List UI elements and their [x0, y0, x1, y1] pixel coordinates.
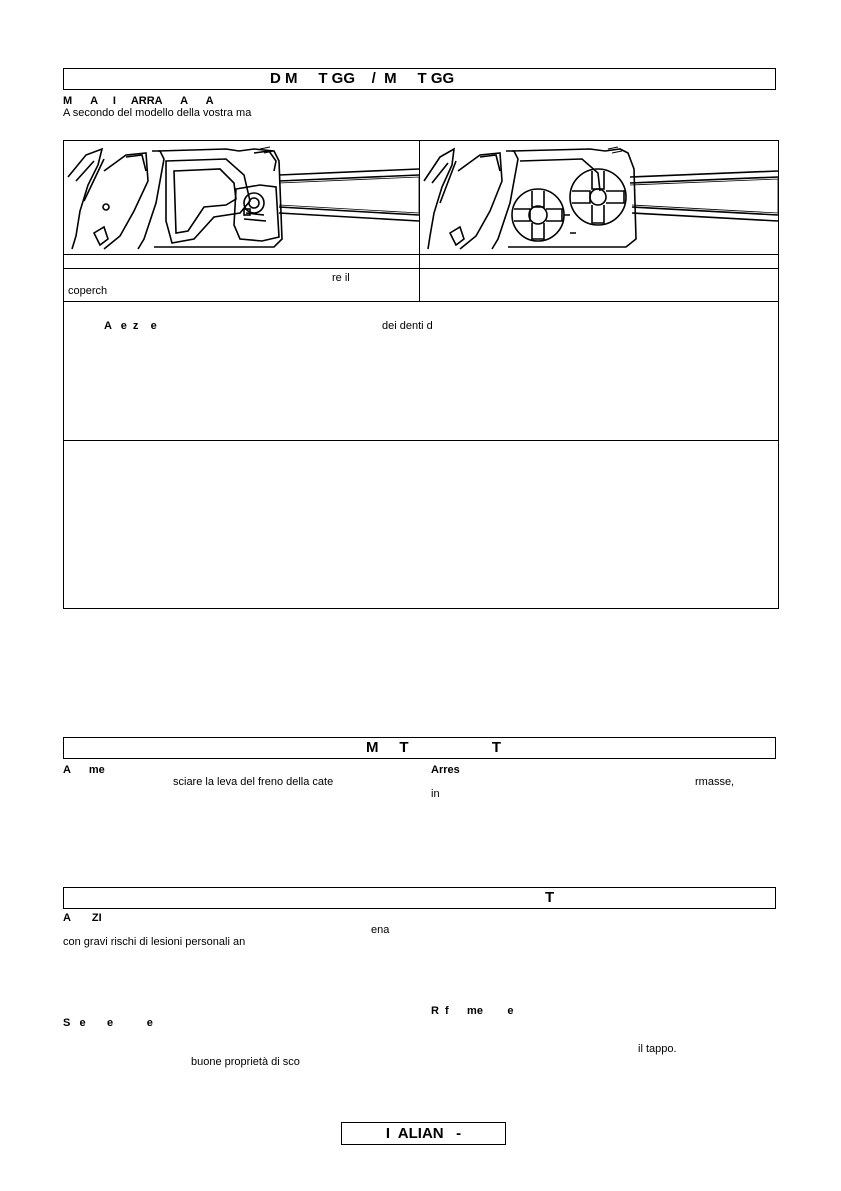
oil-selection-text: buone proprietà di sco	[191, 1056, 300, 1068]
chain-brake-left-text: sciare la leva del freno della cate	[173, 776, 334, 788]
page-footer-language: I ALIAN -	[341, 1122, 506, 1145]
section-subtitle-1: M A I ARRA A A	[63, 95, 214, 107]
figure-divider-2	[63, 268, 779, 269]
oil-selection-heading: S e e e	[63, 1017, 153, 1029]
chainsaw-cover-nut-illustration	[64, 141, 419, 254]
section-title-3: T	[545, 889, 555, 906]
section-header-3	[63, 887, 776, 909]
figure-divider-1	[63, 254, 779, 255]
section-header-2	[63, 737, 776, 759]
attention-note-label: A e z e	[104, 320, 157, 332]
attention-note-text: dei denti d	[382, 320, 433, 332]
figure-caption-left-1: re il	[332, 272, 350, 284]
figure-caption-left-2: coperch	[68, 285, 108, 297]
chain-brake-right-text-1: rmasse,	[695, 776, 735, 788]
chain-brake-right-heading: Arres	[431, 764, 460, 776]
warning-label: A ZI	[63, 912, 102, 924]
chain-brake-right-text-2: in	[431, 788, 440, 800]
chainsaw-knob-illustration	[420, 141, 778, 254]
section-header-1	[63, 68, 776, 90]
refill-text: il tappo.	[638, 1043, 677, 1055]
section-title-1: D M T GG / M T GG	[270, 70, 455, 87]
warning-text-2: con gravi rischi di lesioni personali an	[63, 936, 246, 948]
section-title-2: M T T	[366, 739, 502, 756]
figure-divider-3	[63, 301, 779, 302]
refill-heading: R f me e	[431, 1005, 514, 1017]
warning-text-1: ena	[371, 924, 390, 936]
section-intro-1: A secondo del modello della vostra ma	[63, 107, 252, 119]
figure-divider-4	[63, 440, 779, 441]
chain-brake-left-heading: A me	[63, 764, 105, 776]
